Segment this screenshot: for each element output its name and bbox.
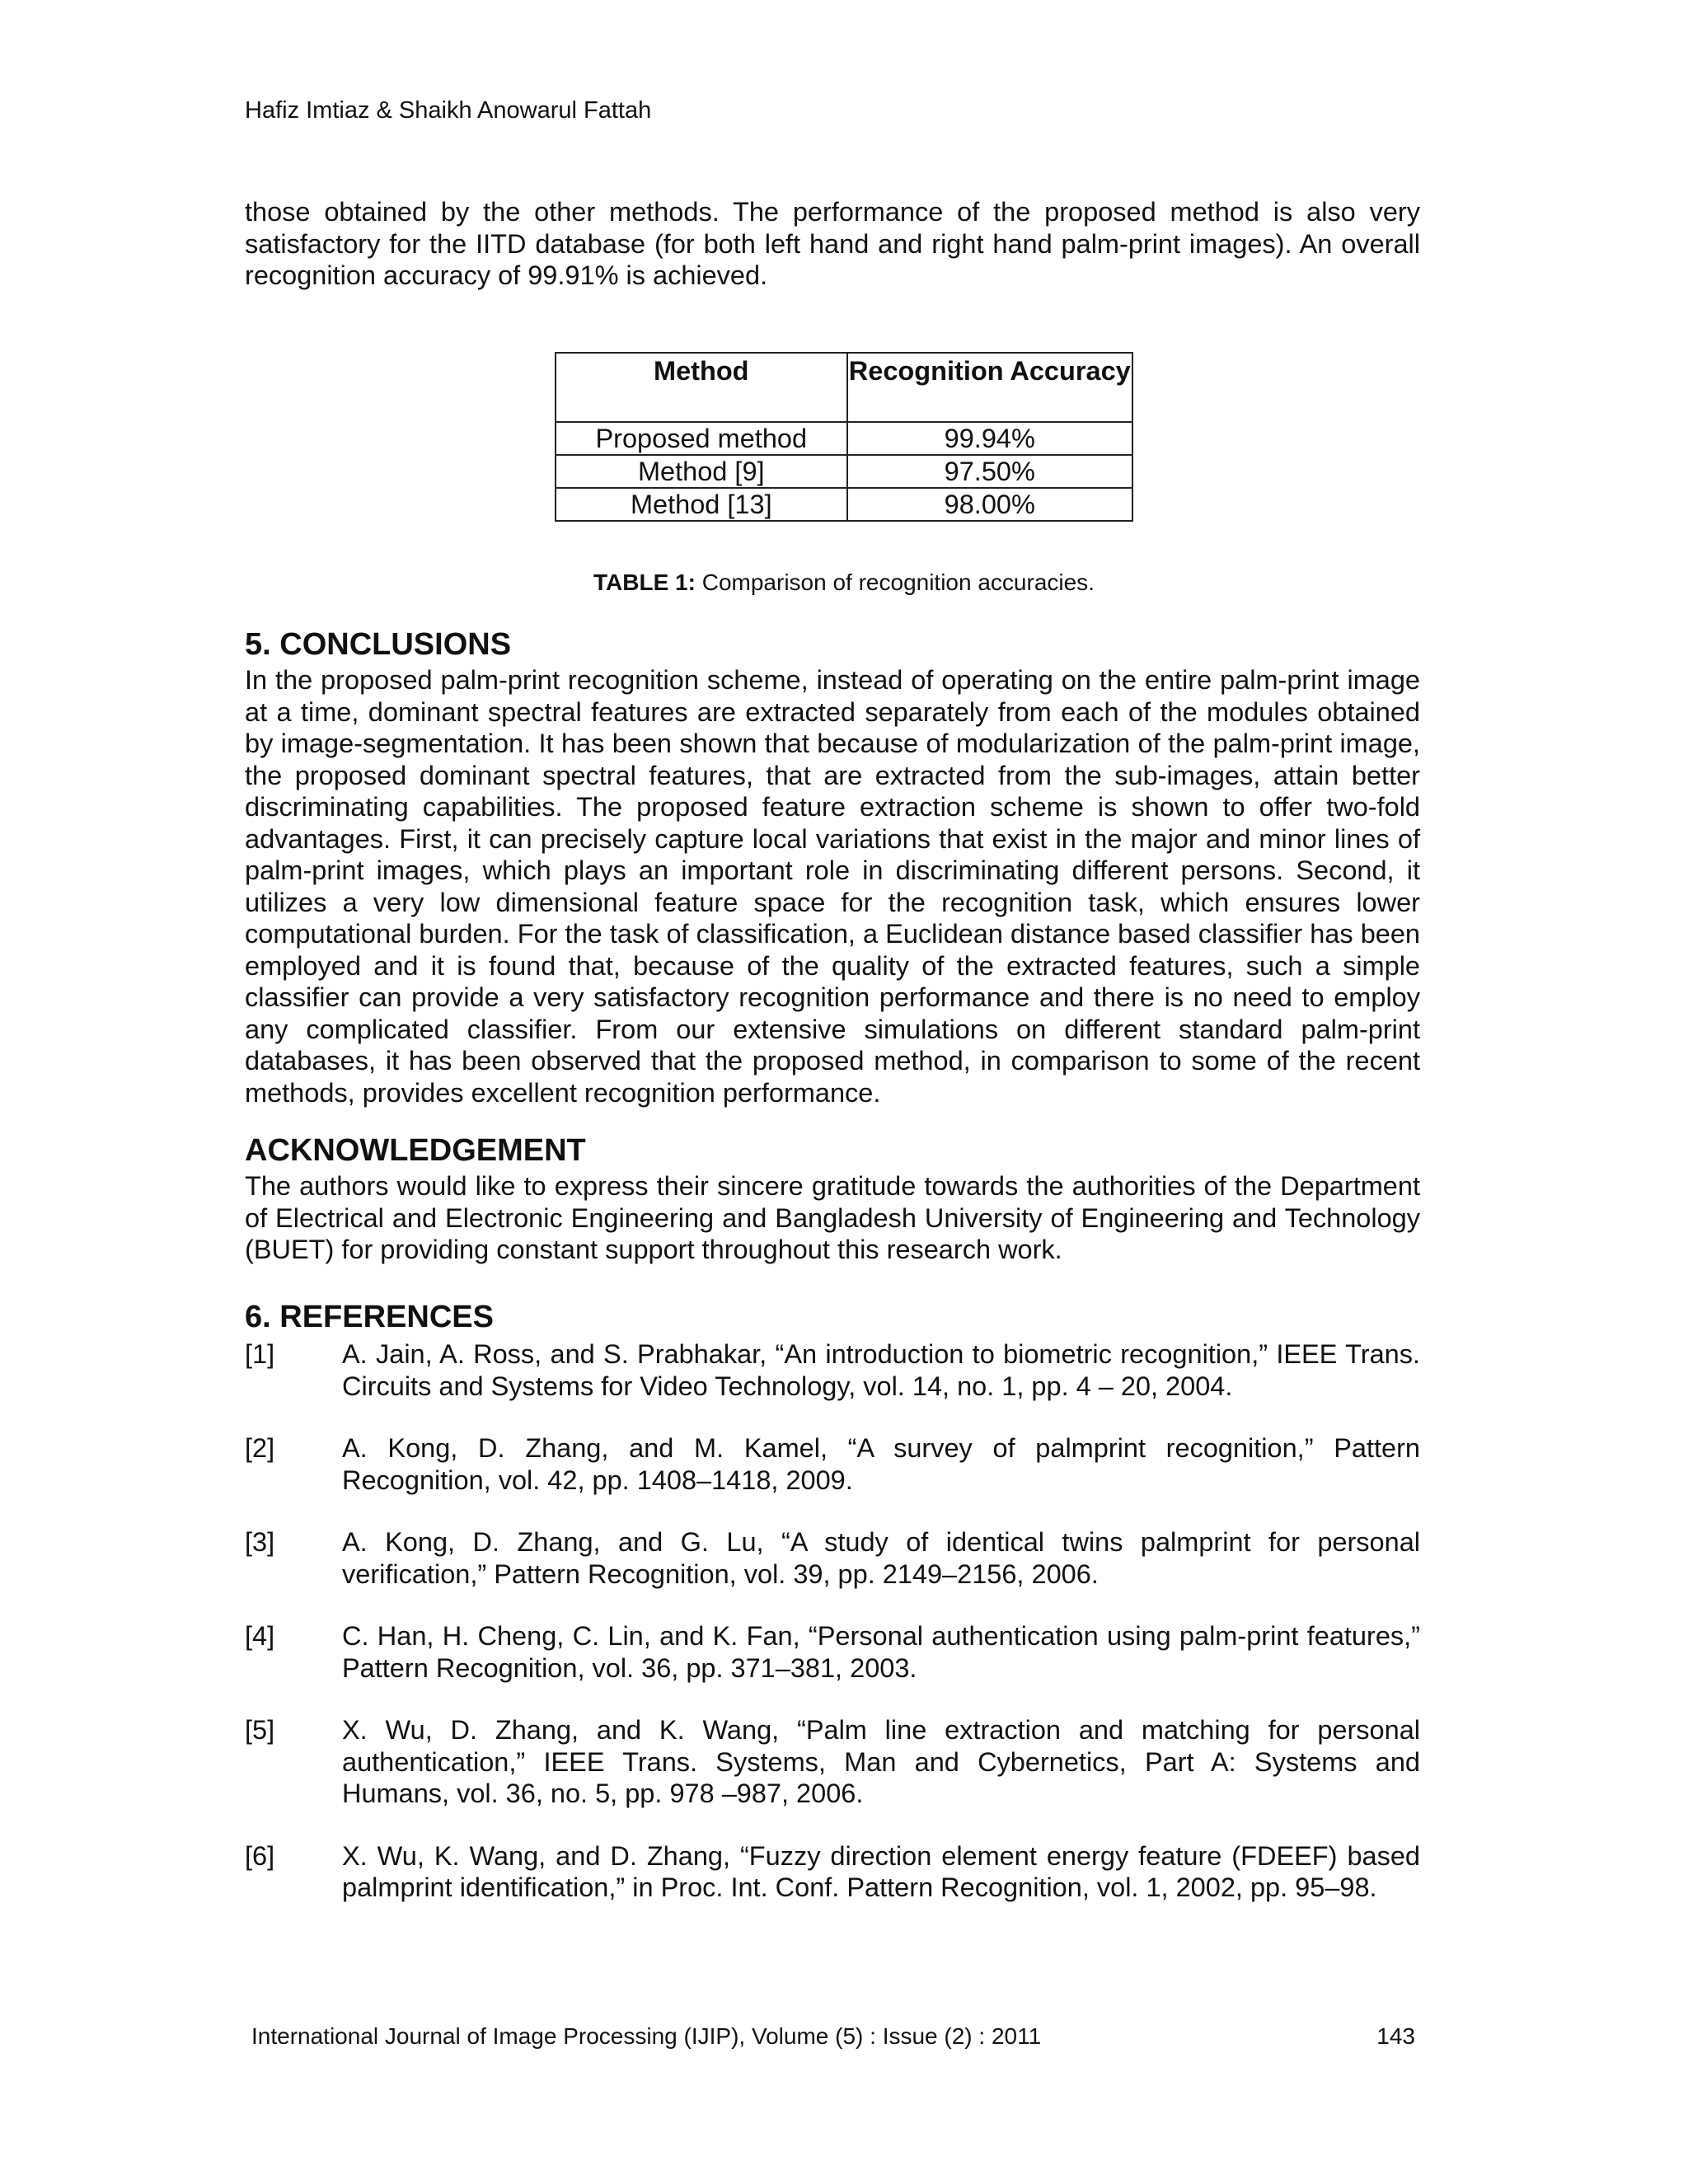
references-heading: 6. REFERENCES	[245, 1300, 494, 1334]
references-list	[245, 1338, 1420, 1934]
reference-number: [1]	[245, 1339, 275, 1369]
table-row	[556, 422, 1132, 455]
reference-number: [4]	[245, 1621, 275, 1651]
table-cell-method: Method [9]	[556, 455, 847, 488]
table-header-row	[556, 353, 1132, 422]
table-caption-text: Comparison of recognition accuracies.	[695, 569, 1095, 595]
acknowledgement-paragraph: The authors would like to express their sincere gratitude towards the authorities of the Department of Electrical and Electronic Engineering and Bangladesh University of Engineering and Technology (BUET) for providing constant support throughout this research work.	[245, 1171, 1420, 1264]
table-cell-method: Proposed method	[556, 422, 847, 455]
running-header: Hafiz Imtiaz & Shaikh Anowarul Fattah	[245, 97, 652, 124]
results-table	[555, 352, 1133, 522]
table-row	[556, 488, 1132, 521]
reference-item	[245, 1432, 1420, 1496]
table-cell-accuracy: 97.50%	[847, 455, 1132, 488]
reference-text: C. Han, H. Cheng, C. Lin, and K. Fan, “Personal authentication using palm-print features,” Pattern Recognition, vol. 36, pp. 371–381, 2003.	[342, 1621, 1420, 1683]
conclusions-heading: 5. CONCLUSIONS	[245, 627, 512, 662]
results-table-container	[555, 352, 1133, 522]
reference-item	[245, 1714, 1420, 1810]
table-caption-label: TABLE 1:	[593, 569, 696, 595]
footer-journal: International Journal of Image Processing (IJIP), Volume (5) : Issue (2) : 2011	[251, 2023, 1042, 2049]
table-header-accuracy: Recognition Accuracy	[847, 353, 1132, 422]
table-cell-method: Method [13]	[556, 488, 847, 521]
reference-text: A. Kong, D. Zhang, and G. Lu, “A study of identical twins palmprint for personal verification,” Pattern Recognition, vol. 39, pp. 2149–2156, 2006.	[342, 1527, 1420, 1589]
table-caption	[0, 569, 1688, 597]
intro-paragraph: those obtained by the other methods. The performance of the proposed method is also very satisfactory for the IITD database (for both left hand and right hand palm-print images). An overall recognition accuracy of 99.91% is achieved.	[245, 197, 1420, 290]
table-row	[556, 455, 1132, 488]
conclusions-paragraph: In the proposed palm-print recognition scheme, instead of operating on the entire palm-print image at a time, dominant spectral features are extracted separately from each of the modules obtained by image-segmentation. It has been shown that because of modularization of the palm-print image, the proposed dominant spectral features, that are extracted from the sub-images, attain better discriminating capabilities. The proposed feature extraction scheme is shown to offer two-fold advantages. First, it can precisely capture local variations that exist in the major and minor lines of palm-print images, which plays an important role in discriminating different persons. Second, it utilizes a very low dimensional feature space for the recognition task, which ensures lower computational burden. For the task of classification, a Euclidean distance based classifier has been employed and it is found that, because of the quality of the extracted features, such a simple classifier can provide a very satisfactory recognition performance and there is no need to employ any complicated classifier. From our extensive simulations on different standard palm-print databases, it has been observed that the proposed method, in comparison to some of the recent methods, provides excellent recognition performance.	[245, 665, 1420, 1108]
table-cell-accuracy: 98.00%	[847, 488, 1132, 521]
reference-number: [5]	[245, 1715, 275, 1745]
reference-text: A. Kong, D. Zhang, and M. Kamel, “A survey of palmprint recognition,” Pattern Recognition, vol. 42, pp. 1408–1418, 2009.	[342, 1433, 1420, 1495]
reference-item	[245, 1338, 1420, 1402]
reference-text: A. Jain, A. Ross, and S. Prabhakar, “An introduction to biometric recognition,” IEEE Trans. Circuits and Systems for Video Technology, vol. 14, no. 1, pp. 4 – 20, 2004.	[342, 1339, 1420, 1401]
reference-number: [6]	[245, 1840, 275, 1871]
reference-number: [3]	[245, 1527, 275, 1557]
reference-item	[245, 1526, 1420, 1590]
acknowledgement-heading: ACKNOWLEDGEMENT	[245, 1133, 586, 1168]
reference-item	[245, 1840, 1420, 1904]
reference-number: [2]	[245, 1433, 275, 1463]
reference-text: X. Wu, D. Zhang, and K. Wang, “Palm line extraction and matching for personal authentication,” IEEE Trans. Systems, Man and Cybernetics, Part A: Systems and Humans, vol. 36, no. 5, pp. 978 –987, 2006.	[342, 1715, 1420, 1808]
reference-item	[245, 1620, 1420, 1684]
table-cell-accuracy: 99.94%	[847, 422, 1132, 455]
reference-text: X. Wu, K. Wang, and D. Zhang, “Fuzzy direction element energy feature (FDEEF) based palmprint identification,” in Proc. Int. Conf. Pattern Recognition, vol. 1, 2002, pp. 95–98.	[342, 1840, 1420, 1902]
table-header-method: Method	[556, 353, 847, 422]
page-footer	[251, 2022, 1415, 2050]
footer-page-number: 143	[1376, 2023, 1415, 2049]
